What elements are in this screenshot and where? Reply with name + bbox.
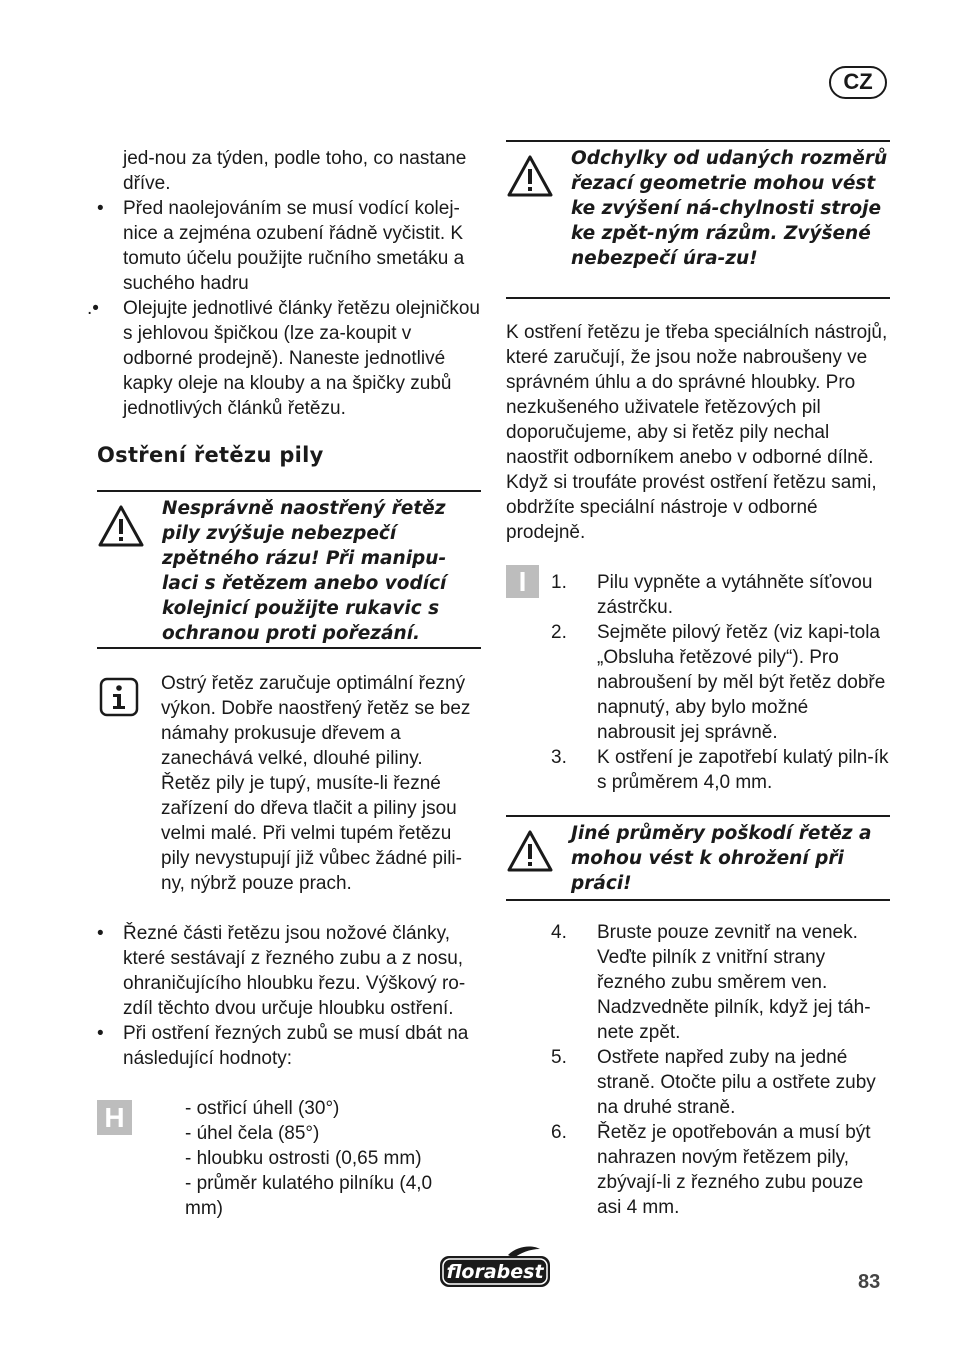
- bullet-dot: •: [97, 198, 104, 219]
- warning-triangle-icon: [506, 829, 554, 873]
- step-item: 2. Sejměte pilový řetěz (viz kapi-tola „Obsluha řetězové pily“). Pro nabroušení by měl být řetěz dobře napnutý, aby bylo možné nabrousit jej správně.: [551, 622, 886, 743]
- bullet-dot: •: [97, 1023, 104, 1044]
- value-line: - průměr kulatého pilníku (4,0 mm): [185, 1173, 433, 1219]
- info-icon: [99, 677, 139, 717]
- bullet-oil-links: .• Olejujte jednotlivé články řetězu olejničkou s jehlovou špičkou (lze za-koupit v odborné prodejně). Naneste jednotlivé kapky oleje na klouby a na špičky zubů jednotlivých článků řetězu.: [87, 298, 480, 419]
- bullet-dot: •: [97, 923, 104, 944]
- step-item: 3. K ostření je zapotřebí kulatý piln-ík s průměrem 4,0 mm.: [551, 747, 889, 793]
- bullet-values-intro: • Při ostření řezných zubů se musí dbát na následující hodnoty:: [97, 1023, 469, 1069]
- language-badge: CZ: [829, 66, 887, 99]
- step-item: 4. Bruste pouze zevnitř na venek. Veďte pilník z vnitřní strany řezného zubu směrem ven. Nadzvedněte pilník, když jej táh-nete zpět.: [551, 922, 871, 1043]
- value-line: - ostřicí úhell (30°): [185, 1098, 340, 1119]
- warning-text: Nesprávně naostřený řetěz pily zvýšuje nebezpečí zpětného rázu! Při manipu-laci s řetězem anebo vodící kolejnicí použijte rukavic s ochranou proti pořezání.: [162, 498, 447, 644]
- svg-text:florabest: florabest: [446, 1261, 544, 1283]
- warning-triangle-icon: [506, 154, 554, 198]
- figure-marker-i: I: [506, 565, 539, 598]
- left-bullets-lower: [97, 921, 482, 1071]
- info-text: Ostrý řetěz zaručuje optimální řezný výkon. Dobře naostřený řetěz se bez námahy prokusuje dřevem a zanechává velké, dlouhé piliny. Řetěz pily je tupý, musíte-li řezné zařízení do dřeva tlačit a piliny jsou velmi malé. Při velmi tupém řetězu pily nevystupují již vůbec žádné pili-ny, nýbrž pouze prach.: [161, 673, 471, 894]
- steps-list-a: [551, 570, 891, 795]
- warning-text: Odchylky od udaných rozměrů řezací geometrie mohou vést ke zvýšení ná-chylnosti stroje ke zpět-ným rázům. Zvýšené nebezpečí úra-zu!: [571, 148, 888, 269]
- bullet-cutting-parts: • Řezné části řetězu jsou nožové články, které sestávají z řezného zubu a z nosu, ohraničujícího hloubku řezu. Výškový ro-zdíl těchto dvou určuje hloubku ostření.: [97, 923, 466, 1019]
- sharpening-tools-paragraph: K ostření řetězu je třeba speciálních nástrojů, které zaručují, že jsou nože nabroušeny ve správném úhlu a do správné hloubky. Pro nezkušeného uživatele řetězových pil doporučujeme, aby si řetěz pily nechal naostřit odborníkem anebo v odborné dílně. Když si troufáte provést ostření řetězu sami, obdržíte speciální nástroje v odborné prodejně.: [506, 322, 888, 543]
- step-item: 1. Pilu vypněte a vytáhněte síťovou zástrčku.: [551, 572, 873, 618]
- warning-triangle-icon: [97, 504, 145, 548]
- intro-continued: jed-nou za týden, podle toho, co nastane dříve.: [123, 148, 467, 194]
- section-heading: Ostření řetězu pily: [97, 443, 324, 467]
- warning-box-geometry: [506, 140, 890, 299]
- bullet-dot: .•: [87, 298, 99, 319]
- step-item: 5. Ostřete napřed zuby na jedné straně. Otočte pilu a ostřete zuby na druhé straně.: [551, 1047, 876, 1118]
- florabest-logo: [438, 1245, 553, 1291]
- figure-marker-h: H: [97, 1100, 132, 1135]
- page-number: 83: [858, 1271, 881, 1293]
- left-intro: [87, 146, 482, 421]
- value-line: - úhel čela (85°): [185, 1123, 320, 1144]
- bullet-clean-rail: • Před naolejováním se musí vodící kolej-nice a zejména ozubení řádně vyčistit. K tomuto účelu použijte ručního smetáku a suchého hadru: [97, 198, 465, 294]
- warning-text: Jiné průměry poškodí řetěz a mohou vést k ohrožení při práci!: [571, 823, 872, 894]
- warning-box-diameter: [506, 815, 890, 901]
- info-box-sharp-chain: [97, 648, 481, 899]
- step-item: 6. Řetěz je opotřebován a musí být nahrazen novým řetězem pily, zbývají-li z řezného zubu pouze asi 4 mm.: [551, 1122, 871, 1218]
- steps-list-b: [551, 920, 891, 1220]
- value-line: - hloubku ostrosti (0,65 mm): [185, 1148, 422, 1169]
- warning-box-gloves: [97, 490, 481, 649]
- sharpening-values: [185, 1096, 475, 1221]
